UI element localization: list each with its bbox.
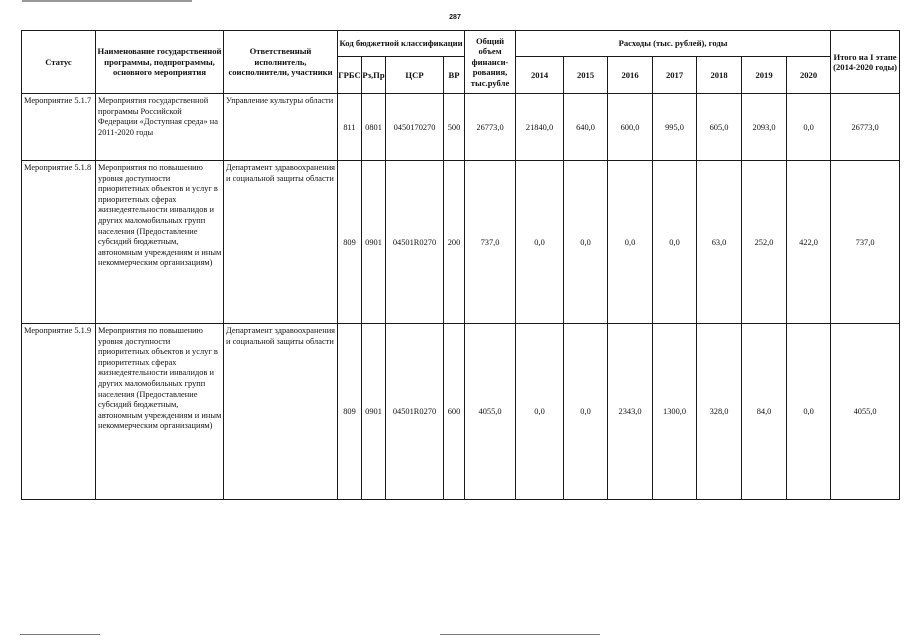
row-year-2017: 1300,0 bbox=[653, 324, 697, 500]
row-year-2015: 640,0 bbox=[564, 94, 608, 161]
row-status: Мероприятие 5.1.9 bbox=[22, 324, 96, 500]
header-year-2017: 2017 bbox=[653, 57, 697, 94]
row-responsible: Департамент здравоохранения и социальной защиты области bbox=[224, 324, 338, 500]
row-year-2014: 21840,0 bbox=[516, 94, 564, 161]
row-year-2020: 0,0 bbox=[787, 94, 831, 161]
row-rzpr: 0901 bbox=[362, 161, 386, 324]
row-year-2016: 600,0 bbox=[608, 94, 653, 161]
row-total: 737,0 bbox=[465, 161, 516, 324]
header-year-2018: 2018 bbox=[697, 57, 742, 94]
page-number: 287 bbox=[449, 14, 461, 21]
row-rzpr: 0801 bbox=[362, 94, 386, 161]
row-total: 26773,0 bbox=[465, 94, 516, 161]
budget-table bbox=[21, 30, 900, 500]
row-grbs: 809 bbox=[338, 324, 362, 500]
row-year-2019: 84,0 bbox=[742, 324, 787, 500]
header-rzpr: Рз,Пр bbox=[362, 57, 386, 94]
row-name: Мероприятия государственной программы Российской Федерации «Доступная среда» на 2011-2020 годы bbox=[96, 94, 224, 161]
row-year-2019: 2093,0 bbox=[742, 94, 787, 161]
row-year-2020: 0,0 bbox=[787, 324, 831, 500]
row-vr: 600 bbox=[444, 324, 465, 500]
row-responsible: Управление культуры области bbox=[224, 94, 338, 161]
row-rzpr: 0901 bbox=[362, 324, 386, 500]
bottom-rule bbox=[20, 634, 100, 635]
row-vr: 500 bbox=[444, 94, 465, 161]
row-stage-total: 737,0 bbox=[831, 161, 900, 324]
table-row bbox=[22, 94, 900, 161]
header-stage-total: Итого на I этапе (2014-2020 годы) bbox=[831, 31, 900, 94]
header-row-top bbox=[22, 31, 900, 57]
row-stage-total: 26773,0 bbox=[831, 94, 900, 161]
row-csr: 04501R0270 bbox=[386, 324, 444, 500]
top-rule bbox=[22, 0, 192, 2]
row-total: 4055,0 bbox=[465, 324, 516, 500]
header-year-2020: 2020 bbox=[787, 57, 831, 94]
row-grbs: 809 bbox=[338, 161, 362, 324]
row-year-2014: 0,0 bbox=[516, 161, 564, 324]
row-status: Мероприятие 5.1.7 bbox=[22, 94, 96, 161]
table-row bbox=[22, 324, 900, 500]
row-csr: 0450170270 bbox=[386, 94, 444, 161]
row-status: Мероприятие 5.1.8 bbox=[22, 161, 96, 324]
header-grbs: ГРБС bbox=[338, 57, 362, 94]
row-year-2015: 0,0 bbox=[564, 161, 608, 324]
row-year-2018: 605,0 bbox=[697, 94, 742, 161]
row-year-2019: 252,0 bbox=[742, 161, 787, 324]
bottom-rule bbox=[440, 634, 600, 635]
header-year-2014: 2014 bbox=[516, 57, 564, 94]
row-csr: 04501R0270 bbox=[386, 161, 444, 324]
row-year-2016: 2343,0 bbox=[608, 324, 653, 500]
header-year-2016: 2016 bbox=[608, 57, 653, 94]
header-budget-code: Код бюджетной классификации bbox=[338, 31, 465, 57]
row-name: Мероприятия по повышению уровня доступности приоритетных объектов и услуг в приоритетных сферах жизнедеятельности инвалидов и других маломобильных групп населения (Предоставление субсидий бюджетным, автономным учреждениям и иным некоммерческим организациям) bbox=[96, 161, 224, 324]
header-year-2019: 2019 bbox=[742, 57, 787, 94]
header-status: Статус bbox=[22, 31, 96, 94]
row-year-2014: 0,0 bbox=[516, 324, 564, 500]
row-name: Мероприятия по повышению уровня доступности приоритетных объектов и услуг в приоритетных сферах жизнедеятельности инвалидов и других маломобильных групп населения (Предоставление субсидий бюджетным, автономным учреждениям и иным некоммерческим организациям) bbox=[96, 324, 224, 500]
row-year-2017: 0,0 bbox=[653, 161, 697, 324]
header-name: Наименование государственной программы, подпрограммы, основного мероприятия bbox=[96, 31, 224, 94]
header-vr: ВР bbox=[444, 57, 465, 94]
row-grbs: 811 bbox=[338, 94, 362, 161]
row-year-2016: 0,0 bbox=[608, 161, 653, 324]
row-vr: 200 bbox=[444, 161, 465, 324]
row-year-2017: 995,0 bbox=[653, 94, 697, 161]
row-year-2015: 0,0 bbox=[564, 324, 608, 500]
row-stage-total: 4055,0 bbox=[831, 324, 900, 500]
header-csr: ЦСР bbox=[386, 57, 444, 94]
header-year-2015: 2015 bbox=[564, 57, 608, 94]
table-row bbox=[22, 161, 900, 324]
row-year-2020: 422,0 bbox=[787, 161, 831, 324]
row-year-2018: 328,0 bbox=[697, 324, 742, 500]
header-total: Общий объем финанси-рования, тыс.рубле bbox=[465, 31, 516, 94]
header-responsible: Ответственный исполнитель, соисполнители, участники bbox=[224, 31, 338, 94]
header-expenses: Расходы (тыс. рублей), годы bbox=[516, 31, 831, 57]
row-year-2018: 63,0 bbox=[697, 161, 742, 324]
row-responsible: Департамент здравоохранения и социальной защиты области bbox=[224, 161, 338, 324]
